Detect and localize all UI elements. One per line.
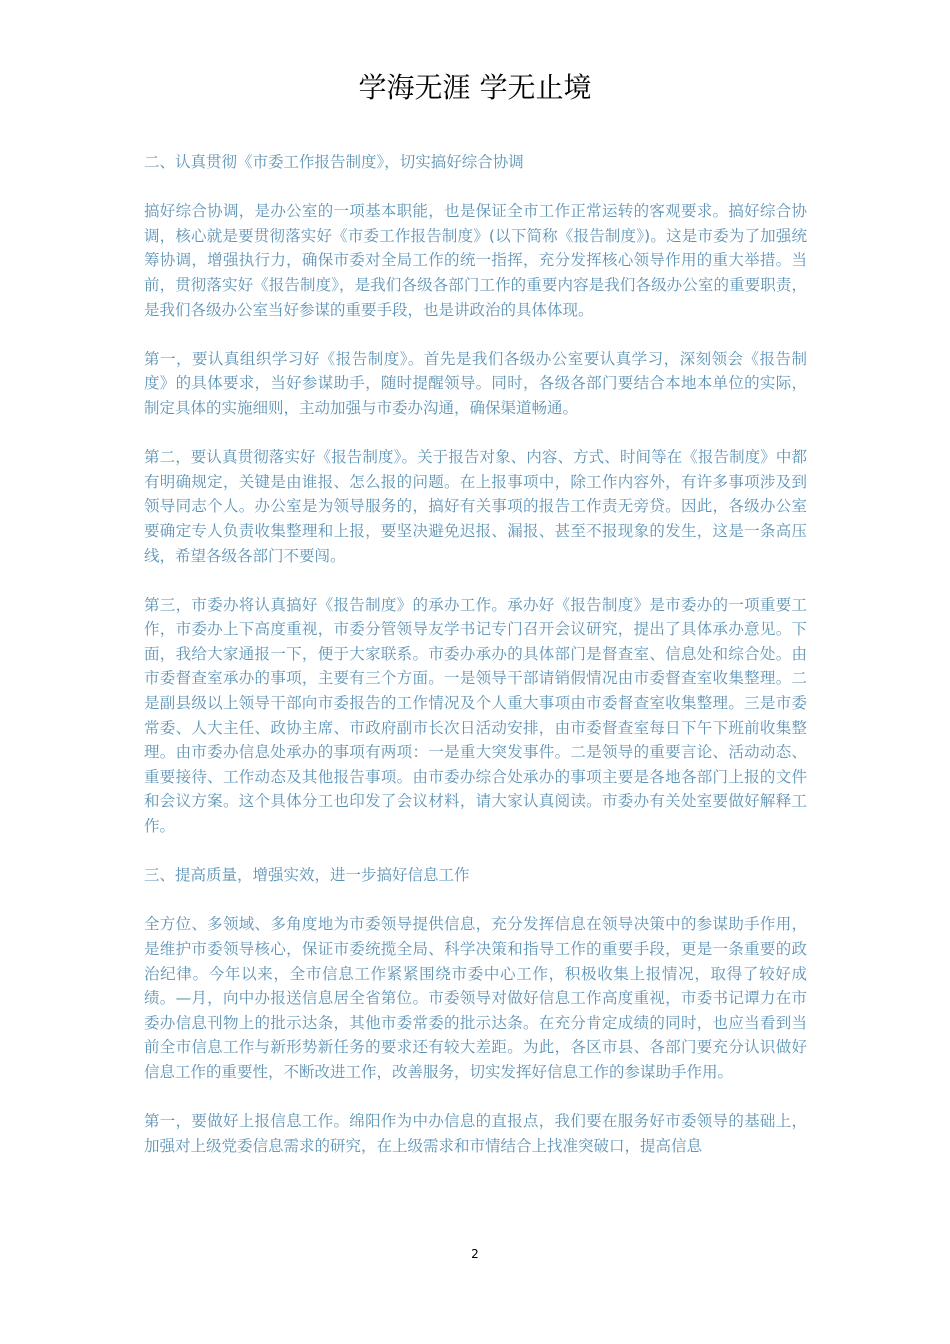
page-header-title: 学海无涯 学无止境: [358, 71, 592, 104]
paragraph: 第一，要认真组织学习好《报告制度》。首先是我们各级办公室要认真学习，深刻领会《报告制度》的具体要求，当好参谋助手，随时提醒领导。同时，各级各部门要结合本地本单位的实际，制定具体的实施细则，主动加强与市委办沟通，确保渠道畅通。: [144, 349, 807, 417]
paragraph: 搞好综合协调，是办公室的一项基本职能，也是保证全市工作正常运转的客观要求。搞好综合协调，核心就是要贯彻落实好《市委工作报告制度》(以下简称《报告制度》)。这是市委为了加强统筹协调，增强执行力，确保市委对全局工作的统一指挥，充分发挥核心领导作用的重大举措。当前，贯彻落实好《报告制度》，是我们各级各部门工作的重要内容是我们各级办公室的重要职责，是我们各级办公室当好参谋的重要手段，也是讲政治的具体体现。: [144, 202, 807, 319]
section-heading: 二、认真贯彻《市委工作报告制度》，切实搞好综合协调: [144, 153, 524, 171]
paragraph: 第二，要认真贯彻落实好《报告制度》。关于报告对象、内容、方式、时间等在《报告制度》中都有明确规定，关键是由谁报、怎么报的问题。在上报事项中，除工作内容外，有许多事项涉及到领导同志个人。办公室是为领导服务的，搞好有关事项的报告工作责无旁贷。因此，各级办公室要确定专人负责收集整理和上报，要坚决避免迟报、漏报、甚至不报现象的发生，这是一条高压线，希望各级各部门不要闯。: [144, 448, 807, 565]
paragraph: 第三，市委办将认真搞好《报告制度》的承办工作。承办好《报告制度》是市委办的一项重要工作，市委办上下高度重视，市委分管领导友学书记专门召开会议研究，提出了具体承办意见。下面，我给大家通报一下，便于大家联系。市委办承办的具体部门是督查室、信息处和综合处。由市委督查室承办的事项，主要有三个方面。一是领导干部请销假情况由市委督查室收集整理。二是副县级以上领导干部向市委报告的工作情况及个人重大事项由市委督查室收集整理。三是市委常委、人大主任、政协主席、市政府副市长次日活动安排，由市委督查室每日下午下班前收集整理。由市委办信息处承办的事项有两项：一是重大突发事件。二是领导的重要言论、活动动态、重要接待、工作动态及其他报告事项。由市委办综合处承办的事项主要是各地各部门上报的文件和会议方案。这个具体分工也印发了会议材料，请大家认真阅读。市委办有关处室要做好解释工作。: [144, 595, 807, 836]
section-heading: 三、提高质量，增强实效，进一步搞好信息工作: [144, 866, 470, 885]
page-number: 2: [471, 1247, 479, 1261]
paragraph: 第一，要做好上报信息工作。绵阳作为中办信息的直报点，我们要在服务好市委领导的基础上，加强对上级党委信息需求的研究，在上级需求和市情结合上找准突破口，提高信息: [144, 1112, 807, 1155]
document-body: [144, 150, 807, 1183]
paragraph: 全方位、多领域、多角度地为市委领导提供信息，充分发挥信息在领导决策中的参谋助手作用，是维护市委领导核心，保证市委统揽全局、科学决策和指导工作的重要手段，更是一条重要的政治纪律。今年以来，全市信息工作紧紧围绕市委中心工作，积极收集上报情况，取得了较好成绩。—月，向中办报送信息居全省第位。市委领导对做好信息工作高度重视，市委书记谭力在市委办信息刊物上的批示达条，其他市委常委的批示达条。在充分肯定成绩的同时，也应当看到当前全市信息工作与新形势新任务的要求还有较大差距。为此，各区市县、各部门要充分认识做好信息工作的重要性，不断改进工作，改善服务，切实发挥好信息工作的参谋助手作用。: [144, 915, 807, 1081]
